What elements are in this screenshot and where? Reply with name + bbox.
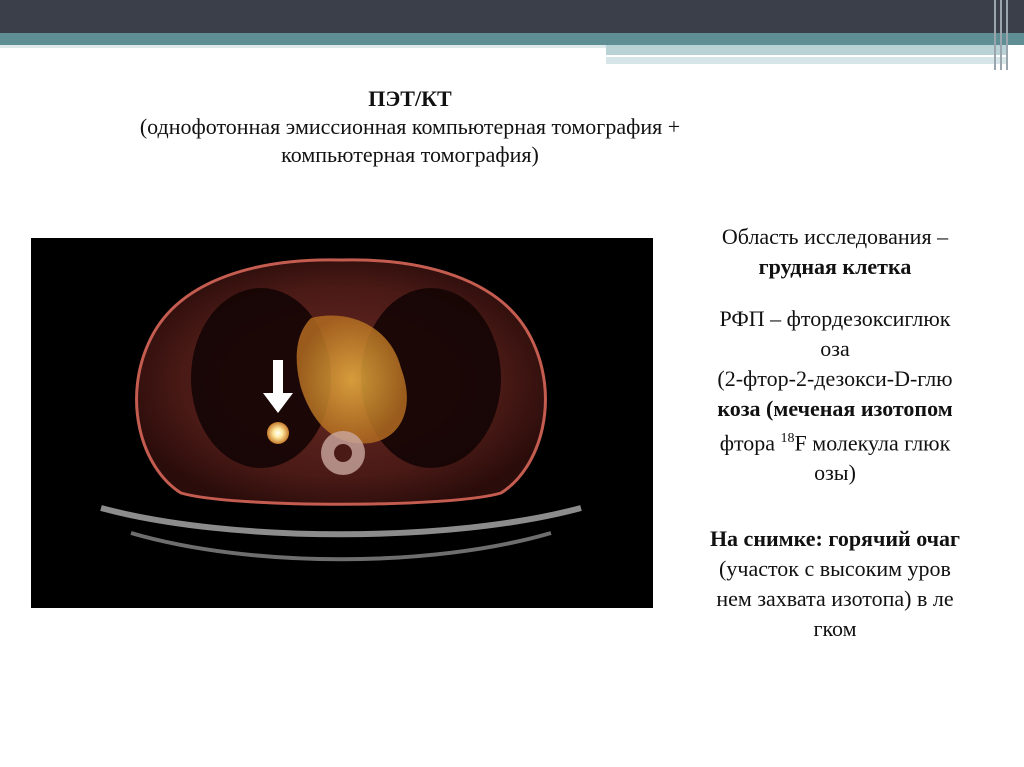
description-panel	[670, 222, 1000, 666]
light-decor-band-2	[606, 57, 1006, 64]
hot-spot	[267, 422, 289, 444]
rfp-line6: озы)	[814, 460, 856, 486]
rfp-line5-post: F молекула глюк	[794, 430, 951, 456]
slide-title: ПЭТ/КТ	[368, 86, 452, 111]
vertical-decor-lines	[994, 0, 1014, 70]
slide-title-block	[80, 85, 740, 169]
rfp-line5-pre: фтора	[719, 430, 776, 456]
rfp-superscript: 18	[780, 431, 795, 446]
light-decor-line	[0, 45, 606, 48]
image-label: На снимке: горячий очаг	[709, 526, 961, 552]
image-desc1: (участок с высоким уров	[719, 556, 951, 582]
slide-subtitle-line2: компьютерная томография)	[281, 142, 539, 167]
area-label: Область исследования –	[721, 224, 949, 249]
scanner-table	[101, 508, 581, 534]
teal-decor-band	[0, 33, 1024, 45]
area-value: грудная клетка	[758, 254, 912, 279]
image-desc2: нем захвата изотопа) в ле	[716, 586, 954, 612]
rfp-line2: оза	[820, 336, 850, 361]
rfp-line3: (2-фтор-2-дезокси-D-глю	[717, 366, 953, 391]
top-decor-band	[0, 0, 1024, 33]
light-decor-band	[606, 45, 1006, 55]
rfp-line1: РФП – фтордезоксиглюк	[719, 306, 951, 331]
rfp-line4: коза (меченая изотопом	[717, 396, 953, 421]
image-desc3: гком	[813, 616, 857, 642]
slide-subtitle-line1: (однофотонная эмиссионная компьютерная томография +	[139, 114, 681, 139]
pet-ct-scan-image	[31, 238, 653, 608]
